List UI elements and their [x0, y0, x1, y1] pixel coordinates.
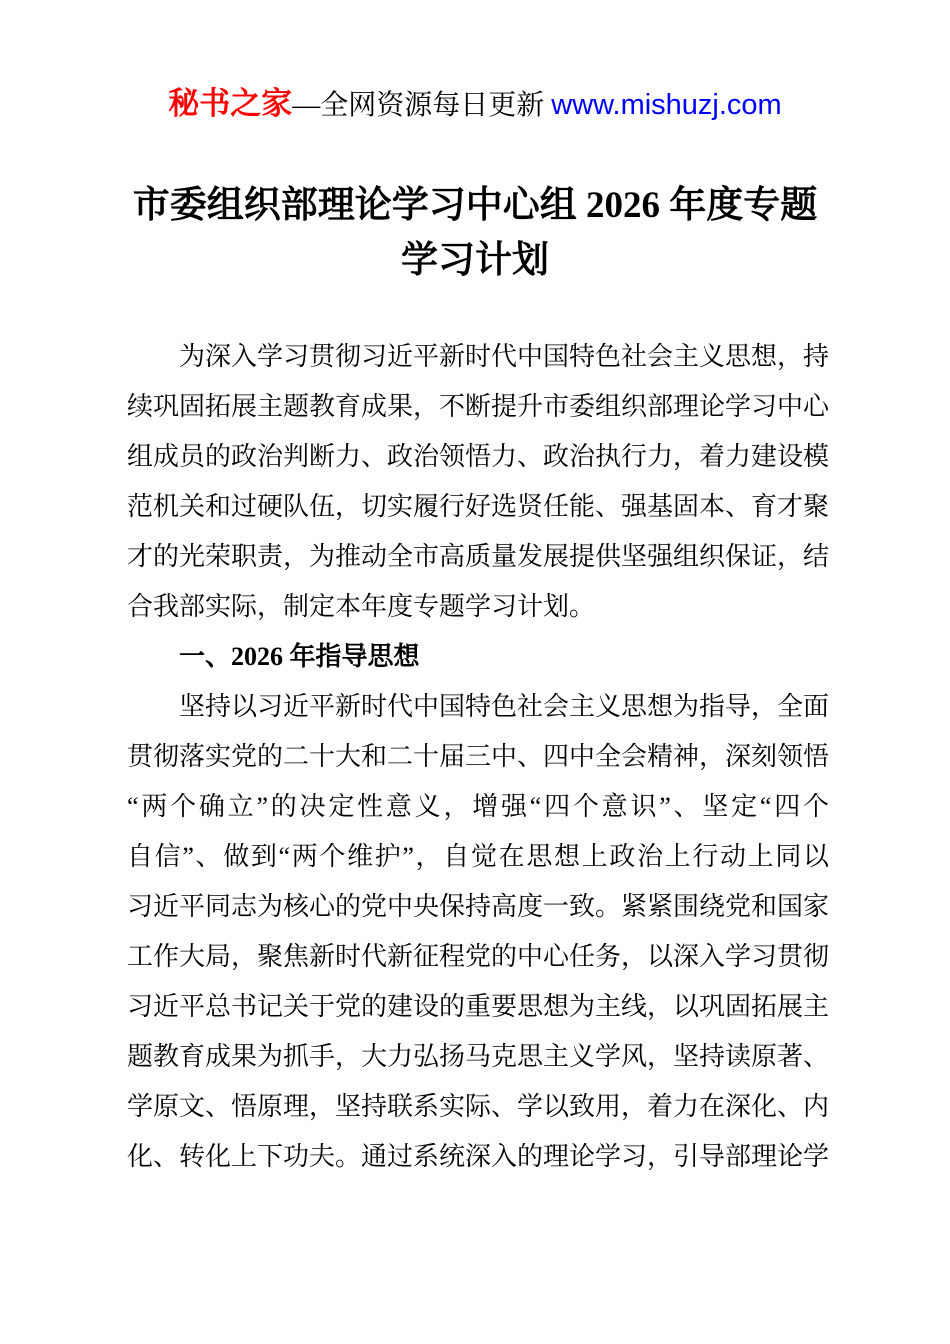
text-line: 化、转化上下功夫。通过系统深入的理论学习，引导部理论学 [127, 1142, 829, 1171]
text-line: 组成员的政治判断力、政治领悟力、政治执行力，着力建设模 [127, 442, 829, 471]
text-line: 续巩固拓展主题教育成果，不断提升市委组织部理论学习中心 [127, 392, 829, 421]
text-line: 工作大局，聚焦新时代新征程党的中心任务，以深入学习贯彻 [127, 942, 829, 971]
text-line: 自信”、做到“两个维护”，自觉在思想上政治上行动上同以 [127, 842, 829, 871]
text-line: 才的光荣职责，为推动全市高质量发展提供坚强组织保证，结 [127, 542, 829, 571]
section-heading: 一、2026 年指导思想 [179, 642, 420, 671]
text-line: 习近平总书记关于党的建设的重要思想为主线，以巩固拓展主 [127, 992, 829, 1021]
text-line: 合我部实际，制定本年度专题学习计划。 [127, 592, 596, 621]
text-line: 坚持以习近平新时代中国特色社会主义思想为指导，全面 [179, 692, 829, 721]
text-line: 范机关和过硬队伍，切实履行好选贤任能、强基固本、育才聚 [127, 492, 829, 521]
document-title [60, 178, 890, 288]
text-line: “两个确立”的决定性意义，增强“四个意识”、坚定“四个 [127, 792, 829, 821]
text-line: 学原文、悟原理，坚持联系实际、学以致用，着力在深化、内 [127, 1092, 829, 1121]
title-line-2: 学习计划 [401, 240, 549, 281]
text-line: 贯彻落实党的二十大和二十届三中、四中全会精神，深刻领悟 [127, 742, 829, 771]
text-line: 题教育成果为抓手，大力弘扬马克思主义学风，坚持读原著、 [127, 1042, 829, 1071]
title-line-1: 市委组织部理论学习中心组 2026 年度专题 [132, 185, 818, 226]
header-tagline: —全网资源每日更新 [292, 90, 552, 121]
text-line: 习近平同志为核心的党中央保持高度一致。紧紧围绕党和国家 [127, 892, 829, 921]
page-header [0, 0, 950, 126]
document-body [127, 332, 829, 1182]
website-link[interactable]: www.mishuzj.com [551, 89, 782, 121]
text-line: 为深入学习贯彻习近平新时代中国特色社会主义思想，持 [179, 342, 829, 371]
brand-name: 秘书之家 [168, 86, 293, 121]
